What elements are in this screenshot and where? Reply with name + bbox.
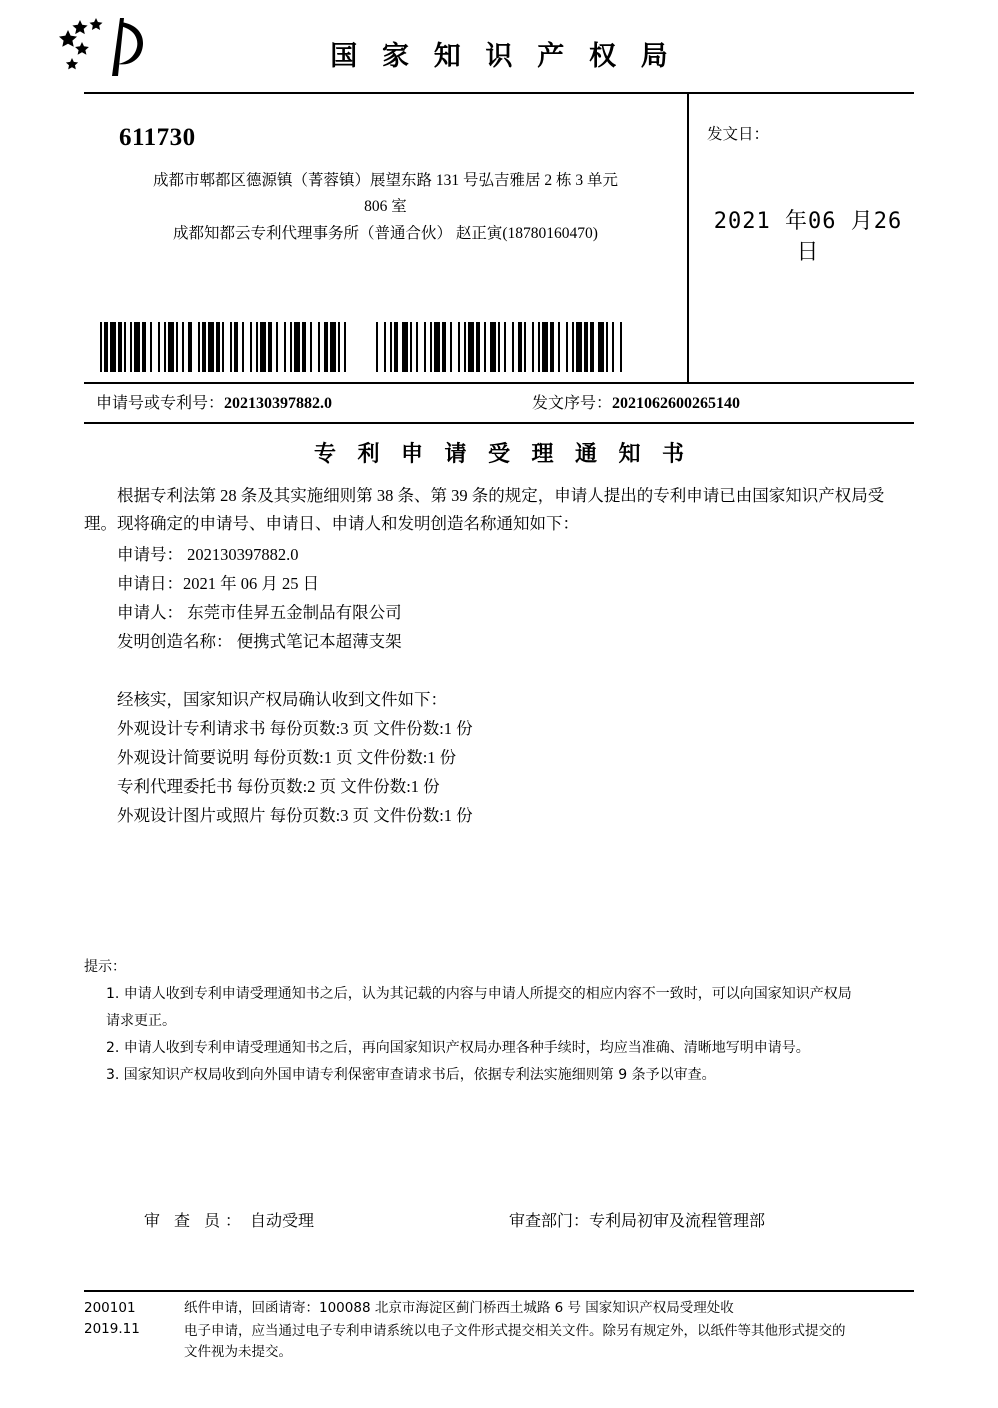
document-title: 专 利 申 请 受 理 通 知 书 xyxy=(313,441,692,466)
examiner-value: 自动受理 xyxy=(250,1213,315,1230)
notes-section xyxy=(84,955,914,1090)
serial-number xyxy=(532,390,740,413)
note-item: 1. 申请人收到专利申请受理通知书之后，认为其记载的内容与申请人所提交的相应内容不一致时，可以向国家知识产权局 xyxy=(106,986,852,1002)
received-document-item: 外观设计简要说明 每份页数:1 页 文件份数:1 份 xyxy=(117,748,457,767)
note-item-continuation: 请求更正。 xyxy=(106,1013,176,1029)
footer-line-1: 纸件申请，回函请寄：100088 北京市海淀区蓟门桥西土城路 6 号 国家知识产权局受理处收 xyxy=(184,1300,734,1316)
notes-title: 提示： xyxy=(84,959,126,975)
received-document-item: 专利代理委托书 每份页数:2 页 文件份数:1 份 xyxy=(117,777,440,796)
field-item: 发明创造名称： 便携式笔记本超薄支架 xyxy=(117,632,402,651)
barcode-right xyxy=(376,322,626,372)
note-item: 3. 国家知识产权局收到向外国申请专利保密审查请求书后，依据专利法实施细则第 9 条予以审查。 xyxy=(106,1067,716,1083)
issue-date-value: 2021 年06 月26 日 xyxy=(713,209,903,265)
recipient-address-line2: 806 室 xyxy=(364,198,407,215)
application-fields xyxy=(84,540,914,656)
documents-received-heading: 经核实，国家知识产权局确认收到文件如下： xyxy=(117,690,447,709)
body-paragraph: 根据专利法第 28 条及其实施细则第 38 条、第 39 条的规定，申请人提出的专利申请已由国家知识产权局受理。现将确定的申请号、申请日、申请人和发明创造名称通知如下： xyxy=(84,486,885,533)
examiner-label: 审 查 员： xyxy=(144,1213,247,1230)
note-item: 2. 申请人收到专利申请受理通知书之后，再向国家知识产权局办理各种手续时，均应当准确、清晰地写明申请号。 xyxy=(106,1040,810,1056)
serial-number-label: 发文序号： xyxy=(532,395,613,412)
field-item: 申请日：2021 年 06 月 25 日 xyxy=(117,574,320,593)
footer-line-2: 电子申请，应当通过电子专利申请系统以电子文件形式提交相关文件。除另有规定外，以纸件等其他形式提交的 xyxy=(184,1323,846,1339)
examiner-block xyxy=(144,1208,314,1231)
footer-code-1: 200101 xyxy=(84,1300,136,1316)
body-spacer xyxy=(84,656,914,685)
received-document-item: 外观设计图片或照片 每份页数:3 页 文件份数:1 份 xyxy=(117,806,473,825)
footer-text xyxy=(184,1298,924,1363)
serial-number-value: 2021062600265140 xyxy=(612,395,741,412)
field-item: 申请号： 202130397882.0 xyxy=(117,545,299,564)
barcode-left xyxy=(100,322,350,372)
field-item: 申请人： 东莞市佳昇五金制品有限公司 xyxy=(117,603,402,622)
application-number xyxy=(96,390,332,413)
recipient-address xyxy=(98,168,673,220)
recipient-frame xyxy=(84,92,914,384)
department-label: 审查部门： xyxy=(509,1213,590,1230)
recipient-agent: 成都知都云专利代理事务所（普通合伙） 赵正寅(18780160470) xyxy=(173,225,598,242)
footer-line-3: 文件视为未提交。 xyxy=(184,1344,292,1360)
recipient-address-line1: 成都市郫都区德源镇（菁蓉镇）展望东路 131 号弘吉雅居 2 栋 3 单元 xyxy=(152,172,618,189)
application-number-value: 202130397882.0 xyxy=(224,395,333,412)
documents-received-list xyxy=(84,714,914,830)
signature-row xyxy=(84,1208,914,1238)
document-body xyxy=(84,482,914,830)
received-document-item: 外观设计专利请求书 每份页数:3 页 文件份数:1 份 xyxy=(117,719,473,738)
application-number-label: 申请号或专利号： xyxy=(96,395,225,412)
document-header xyxy=(0,0,998,92)
page-title: 国 家 知 识 产 权 局 xyxy=(330,41,677,71)
identifier-row xyxy=(84,380,914,424)
frame-divider xyxy=(687,94,689,382)
footer-code-2: 2019.11 xyxy=(84,1321,140,1337)
reference-number: 611730 xyxy=(119,124,196,151)
department-value: 专利局初审及流程管理部 xyxy=(589,1213,766,1230)
department-block xyxy=(509,1208,765,1231)
footer-codes xyxy=(84,1298,174,1340)
footer-divider xyxy=(84,1290,914,1292)
issue-date-label: 发文日： xyxy=(707,126,770,143)
